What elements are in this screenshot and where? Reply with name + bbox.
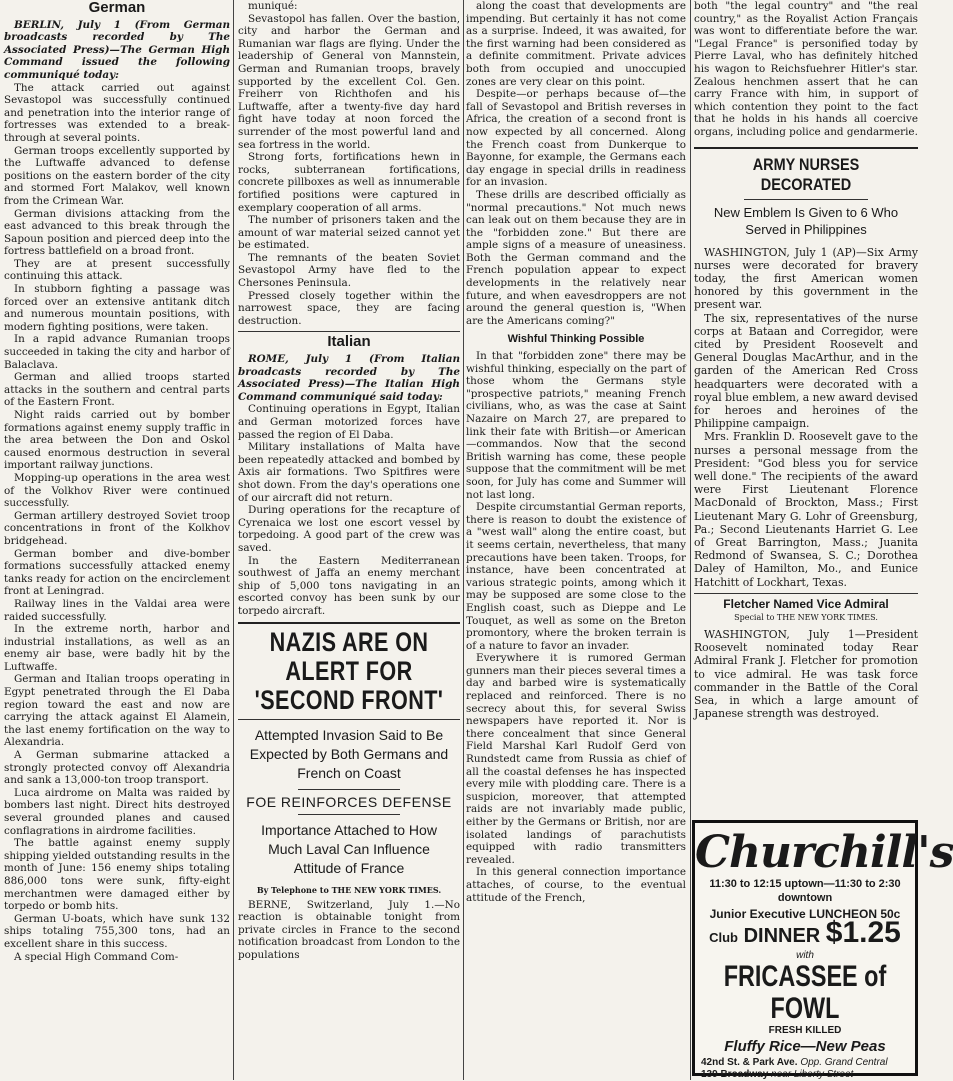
- headline-army-nurses: ARMY NURSES DECORATED: [752, 154, 860, 194]
- paragraph: German bomber and dive-bomber formations successfully attacked enemy tanks ready for action on the encirclement front at Leningrad.: [4, 547, 230, 598]
- column-rule: [233, 0, 234, 1080]
- paragraph: German artillery destroyed Soviet troop concentrations in front of the Kolkhov bridgehead.: [4, 509, 230, 547]
- ad-address-2-note: near Liberty Street: [771, 1069, 854, 1080]
- divider: [694, 593, 918, 594]
- paragraph: In that "forbidden zone" there may be wishful thinking, especially on the part of those whom the Germans style "prospective patriots," meaning French civilians, who, as was the case at Saint Nazaire on March 27, are prepared to link their fate with British—or American—commandos. Now that the second British warning has come, these people suppose that the commitment will be met soon, for July has come and Summer will not last long.: [466, 350, 686, 501]
- paragraph: In a rapid advance Rumanian troops succeeded in taking the city and harbor of Balaclava.: [4, 333, 230, 371]
- ad-price: $1.25: [825, 916, 901, 949]
- paragraph: In the Eastern Mediterranean southwest of Jaffa an enemy merchant ship of 5,000 tons navigating in an escorted convoy has been sunk by our torpedo aircraft.: [238, 554, 460, 617]
- german-dateline: BERLIN, July 1 (From German broadcasts recorded by The Associated Press)—The German High Command issued the following communiqué today:: [4, 18, 230, 81]
- paragraph: In this general connection importance attaches, of course, to the eventual attitude of the French,: [466, 866, 686, 904]
- paragraph: German troops excellently supported by the Luftwaffe advanced to defense positions on the eastern border of the city and stormed Fort Malakov, well known from the Crimean War.: [4, 144, 230, 207]
- special-communique-paragraphs: [238, 0, 460, 327]
- deck-attempted-invasion: Attempted Invasion Said to Be Expected by Both Germans and French on Coast: [249, 726, 449, 781]
- paragraph: The number of prisoners taken and the amount of war material seized cannot yet be estimated.: [238, 214, 460, 252]
- paragraph: In the extreme north, harbor and industrial installations, as well as an enemy air base, were badly hit by the Luftwaffe.: [4, 623, 230, 673]
- paragraph: Military installations of Malta have been repeatedly attacked and bombed by Axis air formations. Two Spitfires were shot down. From the day's operations one of our aircraft did not return.: [238, 441, 460, 504]
- german-paragraphs: [4, 82, 230, 964]
- divider: [298, 789, 400, 790]
- italian-dateline: ROME, July 1 (From Italian broadcasts recorded by The Associated Press)—The Italian High Command communiqué said today:: [238, 353, 460, 403]
- paragraph: Pressed closely together within the narrowest space, they are facing destruction.: [238, 289, 460, 327]
- deck-foe-reinforces: FOE REINFORCES DEFENSE: [246, 793, 452, 810]
- column-second-front-story: [466, 0, 686, 1080]
- divider: [238, 622, 460, 624]
- paragraph: WASHINGTON, July 1 (AP)—Six Army nurses were decorated for bravery today, the first American women honored by this government in the present war.: [694, 245, 918, 312]
- paragraph: Despite—or perhaps because of—the fall of Sevastopol and British reverses in Africa, the creation of a second front is now expected by all concerned. Along the French coast from Dunkerque to Bayonne, for example, the Germans each day engage in special drills in readiness for an invasion.: [466, 88, 686, 189]
- paragraph: muniqué:: [248, 0, 298, 12]
- paragraph: Despite circumstantial German reports, there is reason to doubt the existence of a "west wall" along the entire coast, but it seems certain, nevertheless, that many precautions have been taken. Troops, for instance, have been concentrated at various strategic points, among which it may be supposed are some close to the English coast, such as Dieppe and Le Touquet, as well as some on the Breton promontory, where the broken terrain is of a nature to favor an invader.: [466, 501, 686, 652]
- deck-importance-laval: Importance Attached to How Much Laval Can Influence Attitude of France: [261, 822, 437, 877]
- paragraph: A special High Command Com-: [14, 950, 179, 963]
- column-rule: [463, 0, 464, 1080]
- paragraph: A German submarine attacked a strongly protected convoy off Alexandria and sank a 13,000-ton troop transport.: [4, 749, 230, 787]
- ad-lunch-offer: Junior Executive LUNCHEON 50c: [709, 907, 901, 921]
- ad-dish: FRICASSEE of FOWL: [723, 960, 887, 1025]
- divider: [744, 199, 868, 200]
- column-rule: [690, 0, 691, 1080]
- headline-fletcher: Fletcher Named Vice Admiral: [723, 596, 889, 611]
- italian-paragraphs: [238, 403, 460, 617]
- story-paragraphs-b: [466, 350, 686, 904]
- paragraph: along the coast that developments are impending. But certainly it has not come as a surprise. Indeed, it was awaited, for the first warning had been considered as a definite commitment. Private advices both from occupied and unoccupied zones are very clear on this point.: [466, 0, 686, 88]
- divider: [694, 147, 918, 149]
- ad-dinner-offer: [695, 916, 915, 950]
- ad-address-downtown: [695, 1069, 915, 1081]
- section-header-german: German: [88, 0, 146, 16]
- ad-address-1: 42nd St. & Park Ave.: [701, 1057, 798, 1068]
- paragraph: Strong forts, fortifications hewn in rocks, subterranean fortifications, concrete pillboxes as well as innumerable fortified positions were captured in exemplary cooperation of all arms.: [238, 151, 460, 214]
- byline: By Telephone to THE NEW YORK TIMES.: [256, 885, 442, 896]
- column-communique-italian-nazis: [238, 0, 460, 1080]
- paragraph: Continuing operations in Egypt, Italian and German motorized forces have passed the region of El Daba.: [238, 403, 460, 441]
- paragraph: They are at present successfully continuing this attack.: [4, 257, 230, 283]
- ad-brand-logo: Churchill's: [695, 827, 953, 878]
- ad-with: with: [796, 950, 814, 961]
- section-header-italian: Italian: [327, 333, 371, 351]
- story-paragraphs-a: [466, 0, 686, 327]
- nurses-paragraphs: [694, 246, 918, 589]
- headline-nazis-alert: NAZIS ARE ON ALERT FOR 'SECOND FRONT': [254, 626, 444, 715]
- ad-address-uptown: [695, 1057, 915, 1069]
- story-continuation: both "the legal country" and "the real country," as the Royalist Action Français was wont to differentiate before the war. "Legal France" is personified today by Pierre Laval, who has definitely hitched his wagon to Reichsfuehrer Hitler's star. Zealous henchmen assert that he can carry France with him, in support of which contention they point to the fact that he holds in his hands all coercive organs, including police and gendarmerie.: [694, 0, 918, 138]
- churchills-advertisement: [692, 820, 953, 1080]
- paragraph: Sevastopol has fallen. Over the bastion, city and harbor the German and Rumanian war flags are flying. Under the leadership of General von Mannstein, German and Rumanian troops, bravely supported by the excellent Col. Gen. Freiherr von Richthofen and his Luftwaffe, after a twenty-five day hard fight have today at noon forced the surrender of the most powerful land and sea fortress in the world.: [238, 12, 460, 151]
- ad-address-1-note: Opp. Grand Central: [800, 1057, 888, 1068]
- ad-dinner-label: DINNER: [743, 925, 821, 947]
- paragraph: Mopping-up operations in the area west of the Volkhov River were continued successfully.: [4, 471, 230, 510]
- ad-sides: Fluffy Rice—New Peas: [724, 1038, 886, 1055]
- paragraph: The six, representatives of the nurse corps at Bataan and Corregidor, were cited by President Roosevelt and General Douglas MacArthur, and in the garden of the American Red Cross headquarters were decorated with a royal blue emblem, a new award devised for heroes and heroines of the Philippine campaign.: [694, 311, 918, 431]
- divider: [298, 814, 400, 815]
- paragraph: These drills are described officially as "normal precautions." Not much news can leak out on them because they are in the "forbidden zone." But there are ample signs of a measure of uneasiness. Both the German command and the French population appear to expect developments in the relatively near future, and when eavesdroppers are not around the general question is, "When are the Americans coming?": [466, 188, 686, 327]
- ad-club: Club: [709, 930, 738, 945]
- paragraph: Mrs. Franklin D. Roosevelt gave to the nurses a personal message from the President: "God bless you for service well done." The recipients of the award were First Lieutenant Florence MacDonald of Brockton, Mass.; First Lieutenant Mary G. Lohr of Greensburg, Pa.; Second Lieutenants Harriet G. Lee of Great Barrington, Mass.; Juanita Redmond of Swansea, S. C.; Dorothea Daley of Hamilton, Mo., and Eunice Hatchitt of Lockhart, Texas.: [694, 430, 918, 589]
- ad-fresh-killed: FRESH KILLED: [768, 1025, 842, 1036]
- paragraph: German and allied troops started attacks in the southern and central parts of the Eastern Front.: [4, 371, 230, 409]
- divider: [238, 331, 460, 332]
- paragraph: During operations for the recapture of Cyrenaica we lost one escort vessel by torpedoing. A good part of the crew was saved.: [238, 504, 460, 554]
- paragraph: German U-boats, which have sunk 132 ships totaling 755,300 tons, had an excellent share in this success.: [4, 912, 230, 950]
- ad-hours: 11:30 to 12:15 uptown—11:30 to 2:30 downtown: [709, 878, 901, 904]
- ad-address-2: 139 Broadway: [701, 1069, 769, 1080]
- paragraph: The battle against enemy supply shipping yielded outstanding results in the month of June: 156 enemy ships totaling 886,000 tons were sunk, fifty-eight merchantmen were damaged either by torpedo or bomb hits.: [4, 837, 230, 913]
- paragraph: The attack carried out against Sevastopol was successfully continued and penetration into the interior range of fortresses was extended to a break-through at several points.: [4, 81, 230, 144]
- paragraph: Railway lines in the Valdai area were raided successfully.: [4, 597, 230, 623]
- paragraph: Everywhere it is rumored German gunners man their pieces several times a day and barbed wire is systematically replaced and reinforced. There is no secrecy about this, for several Swiss newspapers have reported it. Nor is there concealment that since General Field Marshal Karl Rudolf Gerd von Rundstedt came from Russia as chief of all the coastal defenses he has inspected every mile with plodding care. There is a suspicion, moreover, that attempted raids are not invariably made public, either by the Germans or British, nor are isolated landings of parachutists equipped with radio transmitters revealed.: [466, 652, 686, 866]
- story-lead: BERNE, Switzerland, July 1.—No reaction is obtainable tonight from private circles in France to the second notification broadcast from London to the populations: [238, 898, 460, 962]
- divider: [238, 719, 460, 720]
- paragraph: In stubborn fighting a passage was forced over an extensive antitank ditch and numerous mountain positions, with modern fighting positions, were taken.: [4, 283, 230, 333]
- paragraph: German divisions attacking from the east advanced to this break through the Sapoun position and pierced deep into the fortress battlefield on a broad front.: [4, 207, 230, 258]
- paragraph: Luca airdrome on Malta was raided by bombers last night. Direct hits destroyed several grounded planes and caused conflagrations in airdrome facilities.: [4, 786, 230, 837]
- subhead-wishful-thinking: Wishful Thinking Possible: [507, 333, 645, 346]
- paragraph: German and Italian troops operating in Egypt penetrated through the El Daba region toward the east and now are carrying the attack against El Alamein, the last enemy fortification on the way to Alexandria.: [4, 673, 230, 749]
- column-german-communique: [4, 0, 230, 1080]
- fletcher-paragraph: WASHINGTON, July 1—President Roosevelt nominated today Rear Admiral Frank J. Fletcher for promotion to vice admiral. He was task force commander in the Battle of the Coral Sea, in which a large amount of Japanese strength was destroyed.: [694, 628, 918, 721]
- paragraph: The remnants of the beaten Soviet Sevastopol Army have fled to the Chersones Peninsula.: [238, 251, 460, 290]
- special-dispatch-line: Special to THE NEW YORK TIMES.: [734, 613, 878, 623]
- deck-new-emblem: New Emblem Is Given to 6 Who Served in Philippines: [713, 204, 899, 237]
- paragraph: Night raids carried out by bomber formations against enemy supply traffic in the area between the Don and Oskol caused enormous destruction in several important railway junctions.: [4, 409, 230, 472]
